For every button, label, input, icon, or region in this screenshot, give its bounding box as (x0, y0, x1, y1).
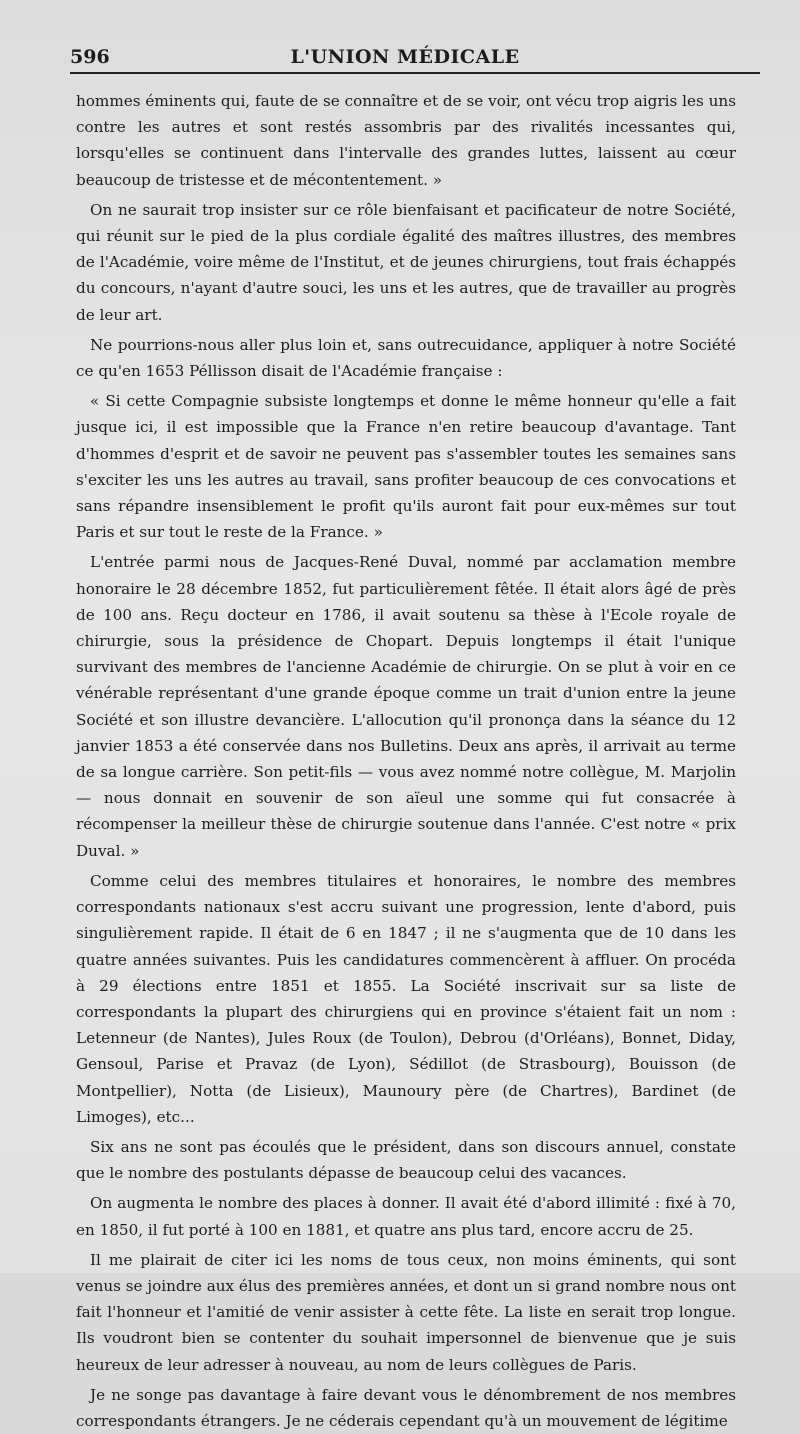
page-header (70, 38, 740, 74)
paragraph: Six ans ne sont pas écoulés que le président, dans son discours annuel, constate que le nombre des postulants dépasse de beaucoup celui des vacances. (76, 1137, 736, 1183)
paragraph: L'entrée parmi nous de Jacques-René Duval, nommé par acclamation membre honoraire le 28 décembre 1852, fut particulièrement fêtée. Il était alors âgé de près de 100 ans. Reçu docteur en 1786, il avait soutenu sa thèse à l'Ecole royale de chirurgie, sous la présidence de Chopart. Depuis longtemps il était l'unique survivant des membres de l'ancienne Académie de chirurgie. On se plut à voir en ce vénérable représentant d'une grande époque comme un trait d'union entre la jeune Société et son illustre devancière. L'allocution qu'il prononça dans la séance du 12 janvier 1853 a été conservée dans nos Bulletins. Deux ans après, il arrivait au terme de sa longue carrière. Son petit-fils — vous avez nommé notre collègue, M. Marjolin — nous donnait en souvenir de son aïeul une somme qui fut consacrée à récompenser la meilleur thèse de chirurgie soutenue dans l'année. C'est notre « prix Duval. » (76, 553, 736, 860)
paragraph: Ne pourrions-nous aller plus loin et, sans outrecuidance, appliquer à notre Société ce qu'en 1653 Péllisson disait de l'Académie française : (76, 335, 736, 381)
paragraph: Je ne songe pas davantage à faire devant vous le dénombrement de nos membres correspondants étrangers. Je ne céderais cependant qu'à un mouvement de légitime (76, 1385, 736, 1430)
page-number: 596 (70, 46, 110, 68)
quotation-paragraph: « Si cette Compagnie subsiste longtemps et donne le même honneur qu'elle a fait jusque ici, il est impossible que la France n'en retire beaucoup d'avantage. Tant d'hommes d'esprit et de savoir ne peuvent pas s'assembler toutes les semaines sans s'exciter les uns les autres au travail, sans profiter beaucoup de ces convocations et sans répandre insensiblement le profit qu'ils auront fait pour eux-mêmes sur tout Paris et sur tout le reste de la France. » (76, 392, 736, 542)
paragraph: hommes éminents qui, faute de se connaître et de se voir, ont vécu trop aigris les uns contre les autres et sont restés assombris par des rivalités incessantes qui, lorsqu'elles se continuent dans l'intervalle des grandes luttes, laissent au cœur beaucoup de tristesse et de mécontentement. » (76, 92, 736, 189)
header-rule (70, 72, 760, 74)
paragraph: On ne saurait trop insister sur ce rôle bienfaisant et pacificateur de notre Société, qui réunit sur le pied de la plus cordiale égalité des maîtres illustres, des membres de l'Académie, voire même de l'Institut, et de jeunes chirurgiens, tout frais échappés du concours, n'ayant d'autre souci, les uns et les autres, que de travailler au progrès de leur art. (76, 200, 736, 324)
paragraph: Comme celui des membres titulaires et honoraires, le nombre des membres correspondants nationaux s'est accru suivant une progression, lente d'abord, puis singulièrement rapide. Il était de 6 en 1847 ; il ne s'augmenta que de 10 dans les quatre années suivantes. Puis les candidatures commencèrent à affluer. On procéda à 29 élections entre 1851 et 1855. La Société inscrivait sur sa liste de correspondants la plupart des chirurgiens qui en province s'étaient fait un nom : Letenneur (de Nantes), Jules Roux (de Toulon), Debrou (d'Orléans), Bonnet, Diday, Gensoul, Parise et Pravaz (de Lyon), Sédillot (de Strasbourg), Bouisson (de Montpellier), Notta (de Lisieux), Maunoury père (de Chartres), Bardinet (de Limoges), etc... (76, 871, 736, 1126)
paragraph: On augmenta le nombre des places à donner. Il avait été d'abord illimité : fixé à 70, en 1850, il fut porté à 100 en 1881, et quatre ans plus tard, encore accru de 25. (76, 1194, 736, 1239)
body-text (76, 88, 736, 1434)
paragraph: Il me plairait de citer ici les noms de tous ceux, non moins éminents, qui sont venus se joindre aux élus des premières années, et dont un si grand nombre nous ont fait l'honneur et l'amitié de venir assister à cette fête. La liste en serait trop longue. Ils voudront bien se contenter du souhait impersonnel de bienvenue que je suis heureux de leur adresser à nouveau, au nom de leurs collègues de Paris. (76, 1250, 736, 1374)
running-title: L'UNION MÉDICALE (290, 46, 520, 68)
